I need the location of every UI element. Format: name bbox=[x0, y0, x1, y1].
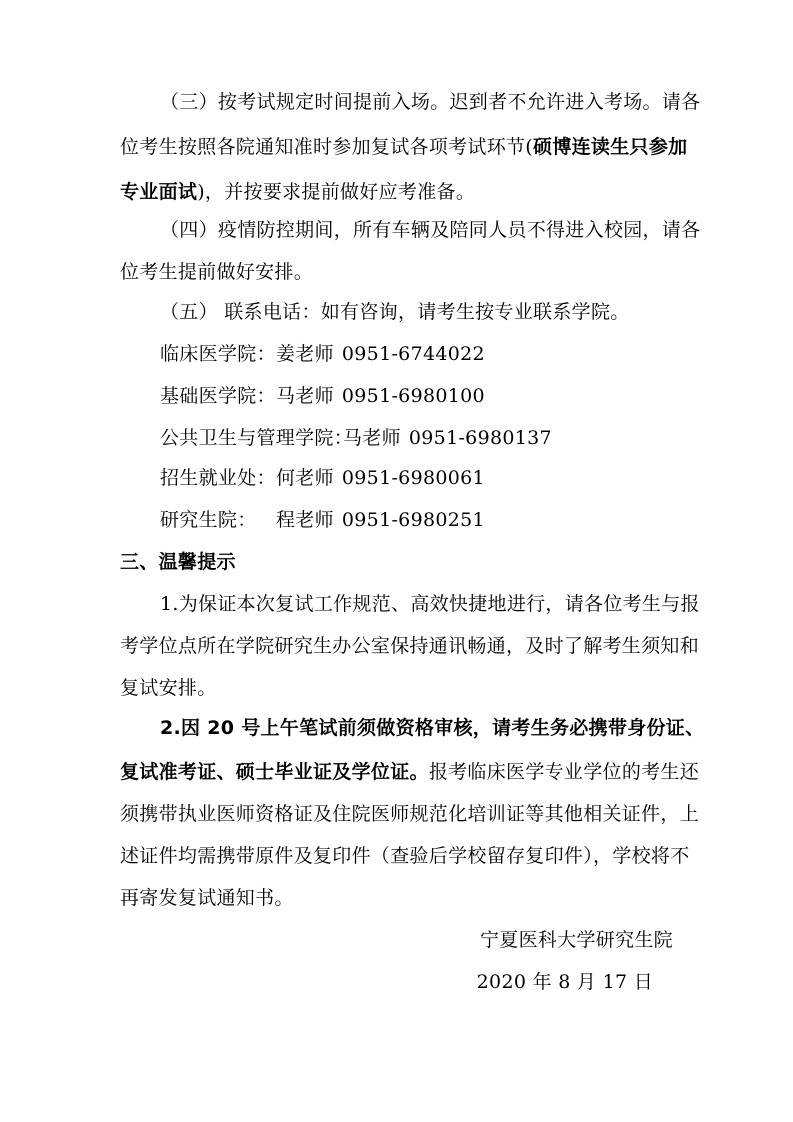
item4-line2: 位考生提前做好安排。 bbox=[120, 261, 314, 283]
item4-line1: （四）疫情防控期间，所有车辆及陪同人员不得进入校园，请各 bbox=[160, 219, 701, 241]
contact-name: 马老师 bbox=[343, 427, 401, 449]
reminder-p2-line4: 述证件均需携带原件及复印件（查验后学校留存复印件），学校将不 bbox=[120, 845, 690, 867]
reminder-p1-line3: 复试安排。 bbox=[120, 677, 217, 699]
contact-phone: 0951-6980061 bbox=[341, 467, 485, 489]
contact-unit: 临床医学院： bbox=[160, 343, 276, 365]
contact-phone: 0951-6980100 bbox=[341, 385, 485, 407]
contact-row bbox=[160, 466, 485, 490]
reminder-p2-line2-bold: 复试准考证、硕士毕业证及学位证。 bbox=[120, 761, 429, 783]
item3-line2 bbox=[120, 135, 687, 159]
contact-name: 何老师 bbox=[276, 467, 334, 489]
item3-line2-bold: 硕博连读生只参加 bbox=[533, 136, 688, 158]
contact-phone: 0951-6744022 bbox=[341, 343, 485, 365]
reminder-heading: 三、温馨提示 bbox=[120, 551, 236, 573]
item3-line3-bold: 专业面试 bbox=[120, 181, 198, 203]
contact-phone: 0951-6980137 bbox=[408, 427, 552, 449]
contact-unit: 招生就业处： bbox=[160, 467, 276, 489]
contact-unit: 公共卫生与管理学院： bbox=[160, 427, 354, 449]
reminder-p2-line2-text: 报考临床医学专业学位的考生还 bbox=[428, 761, 700, 783]
contact-name: 程老师 bbox=[276, 509, 334, 531]
contact-phone: 0951-6980251 bbox=[341, 509, 485, 531]
signature-org: 宁夏医科大学研究生院 bbox=[479, 929, 673, 951]
contact-row bbox=[160, 384, 485, 408]
reminder-p2-line1: 2.因 20 号上午笔试前须做资格审核，请考生务必携带身份证、 bbox=[160, 717, 705, 739]
contact-row bbox=[160, 508, 485, 532]
signature-date: 2020 年 8 月 17 日 bbox=[476, 971, 653, 993]
item3-line2-text: 位考生按照各院通知准时参加复试各项考试环节( bbox=[120, 136, 534, 158]
reminder-p2-line3: 须携带执业医师资格证及住院医师规范化培训证等其他相关证件，上 bbox=[120, 803, 700, 825]
item5-contact-heading: （五） 联系电话：如有咨询，请考生按专业联系学院。 bbox=[160, 301, 630, 323]
contact-row bbox=[160, 342, 485, 366]
contact-name: 姜老师 bbox=[276, 343, 334, 365]
item3-line3 bbox=[120, 180, 475, 204]
reminder-p1-line2: 考学位点所在学院研究生办公室保持通讯畅通，及时了解考生须知和 bbox=[120, 635, 700, 657]
contact-row bbox=[160, 426, 552, 450]
contact-unit: 研究生院： bbox=[160, 509, 257, 531]
contact-unit: 基础医学院： bbox=[160, 385, 276, 407]
item3-line1: （三）按考试规定时间提前入场。迟到者不允许进入考场。请各 bbox=[160, 91, 701, 113]
reminder-p2-line2 bbox=[120, 760, 699, 784]
item3-line3-text: )，并按要求提前做好应考准备。 bbox=[197, 181, 476, 203]
contact-name: 马老师 bbox=[276, 385, 334, 407]
reminder-p1-line1: 1.为保证本次复试工作规范、高效快捷地进行，请各位考生与报 bbox=[160, 593, 700, 615]
reminder-p2-line5: 再寄发复试通知书。 bbox=[120, 887, 294, 909]
